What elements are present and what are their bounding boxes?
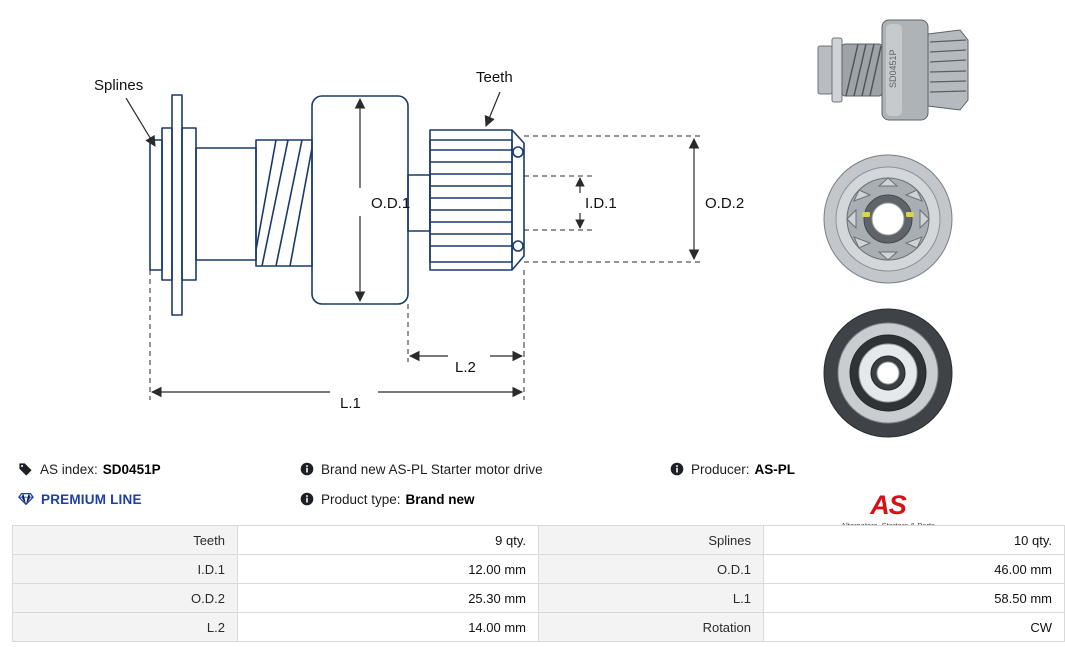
spec-value: 46.00 mm xyxy=(764,555,1065,584)
spec-value: 9 qty. xyxy=(238,526,539,555)
label-id1: I.D.1 xyxy=(585,195,617,212)
spec-key: L.2 xyxy=(13,613,238,642)
label-teeth: Teeth xyxy=(476,69,513,86)
label-l2: L.2 xyxy=(455,359,476,376)
producer-value: AS-PL xyxy=(754,461,796,477)
spec-key: Teeth xyxy=(13,526,238,555)
table-row xyxy=(13,526,1065,555)
spec-key: Rotation xyxy=(539,613,764,642)
svg-text:SD0451P: SD0451P xyxy=(888,49,898,88)
spec-value: 25.30 mm xyxy=(238,584,539,613)
product-photo-front[interactable] xyxy=(800,146,976,292)
producer-block xyxy=(670,462,976,477)
product-photo-side[interactable] xyxy=(800,0,976,140)
spec-value: 14.00 mm xyxy=(238,613,539,642)
table-row xyxy=(13,613,1065,642)
product-photo-rear[interactable] xyxy=(800,300,976,446)
description-text: Brand new AS-PL Starter motor drive xyxy=(321,461,543,477)
description-block xyxy=(300,462,670,477)
info-icon xyxy=(670,462,684,476)
tag-icon xyxy=(18,462,33,477)
diamond-icon xyxy=(18,492,34,506)
as-index-label: AS index: xyxy=(40,461,98,477)
product-type-block xyxy=(300,492,670,507)
spec-value: CW xyxy=(764,613,1065,642)
product-photo-column xyxy=(800,0,976,450)
table-row xyxy=(13,555,1065,584)
label-l1: L.1 xyxy=(340,395,361,412)
spec-key: O.D.1 xyxy=(539,555,764,584)
info-icon xyxy=(300,492,314,506)
producer-label: Producer: xyxy=(691,461,750,477)
premium-line-label: PREMIUM LINE xyxy=(41,491,142,507)
spec-key: L.1 xyxy=(539,584,764,613)
premium-line-block xyxy=(0,492,300,507)
product-type-value: Brand new xyxy=(405,491,475,507)
product-info xyxy=(0,452,976,524)
spec-key: Splines xyxy=(539,526,764,555)
as-index-block xyxy=(0,462,300,477)
spec-value: 12.00 mm xyxy=(238,555,539,584)
product-type-label: Product type: xyxy=(321,491,401,507)
specification-table xyxy=(12,525,1065,642)
label-splines: Splines xyxy=(94,77,144,94)
as-index-value: SD0451P xyxy=(102,461,161,477)
info-row-1 xyxy=(0,454,976,484)
info-icon xyxy=(300,462,314,476)
spec-key: O.D.2 xyxy=(13,584,238,613)
label-od1: O.D.1 xyxy=(371,195,411,212)
spec-value: 58.50 mm xyxy=(764,584,1065,613)
table-row xyxy=(13,584,1065,613)
spec-key: I.D.1 xyxy=(13,555,238,584)
brand-name: AS xyxy=(870,490,906,520)
spec-value: 10 qty. xyxy=(764,526,1065,555)
label-od2: O.D.2 xyxy=(705,195,745,212)
